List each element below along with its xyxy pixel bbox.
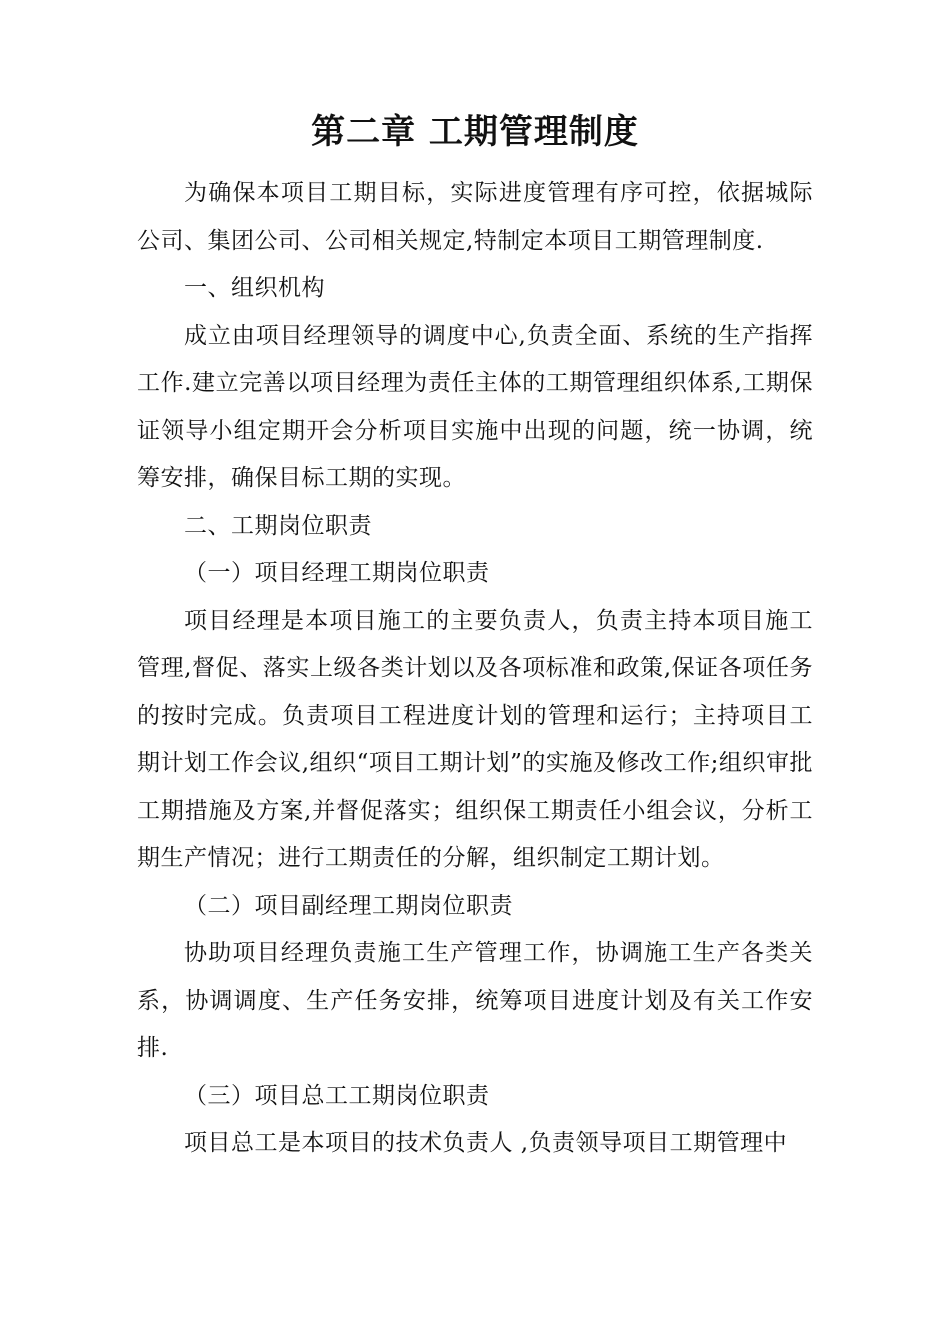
subsection-heading-chief-engineer: （三）项目总工工期岗位职责 bbox=[184, 1082, 490, 1109]
organization-paragraph: 成立由项目经理领导的调度中心,负责全面、系统的生产指挥工作.建立完善以项目经理为责任主体的工期管理组织体系,工期保证领导小组定期开会分析项目实施中出现的问题，统一协调，统筹安排，确保目标工期的实现。 bbox=[137, 322, 813, 491]
project-manager-paragraph: 项目经理是本项目施工的主要负责人，负责主持本项目施工管理,督促、落实上级各类计划以及各项标准和政策,保证各项任务的按时完成。负责项目工程进度计划的管理和运行；主持项目工期计划工作会议,组织“项目工期计划”的实施及修改工作;组织审批工期措施及方案,并督促落实；组织保工期责任小组会议，分析工期生产情况；进行工期责任的分解，组织制定工期计划。 bbox=[137, 607, 813, 871]
intro-paragraph: 为确保本项目工期目标，实际进度管理有序可控，依据城际公司、集团公司、公司相关规定,特制定本项目工期管理制度. bbox=[137, 180, 813, 254]
chief-engineer-paragraph: 项目总工是本项目的技术负责人 ,负责领导项目工期管理中 bbox=[184, 1130, 788, 1156]
subsection-heading-project-manager: （一）项目经理工期岗位职责 bbox=[184, 560, 490, 586]
deputy-manager-paragraph: 协助项目经理负责施工生产管理工作，协调施工生产各类关系，协调调度、生产任务安排，统筹项目进度计划及有关工作安排. bbox=[137, 940, 813, 1061]
subsection-heading-deputy-manager: （二）项目副经理工期岗位职责 bbox=[184, 892, 513, 919]
section-heading-organization: 一、组织机构 bbox=[184, 275, 325, 301]
section-heading-responsibilities: 二、工期岗位职责 bbox=[184, 512, 372, 539]
page-title: 第二章 工期管理制度 bbox=[311, 112, 639, 152]
document-body bbox=[137, 170, 813, 1168]
